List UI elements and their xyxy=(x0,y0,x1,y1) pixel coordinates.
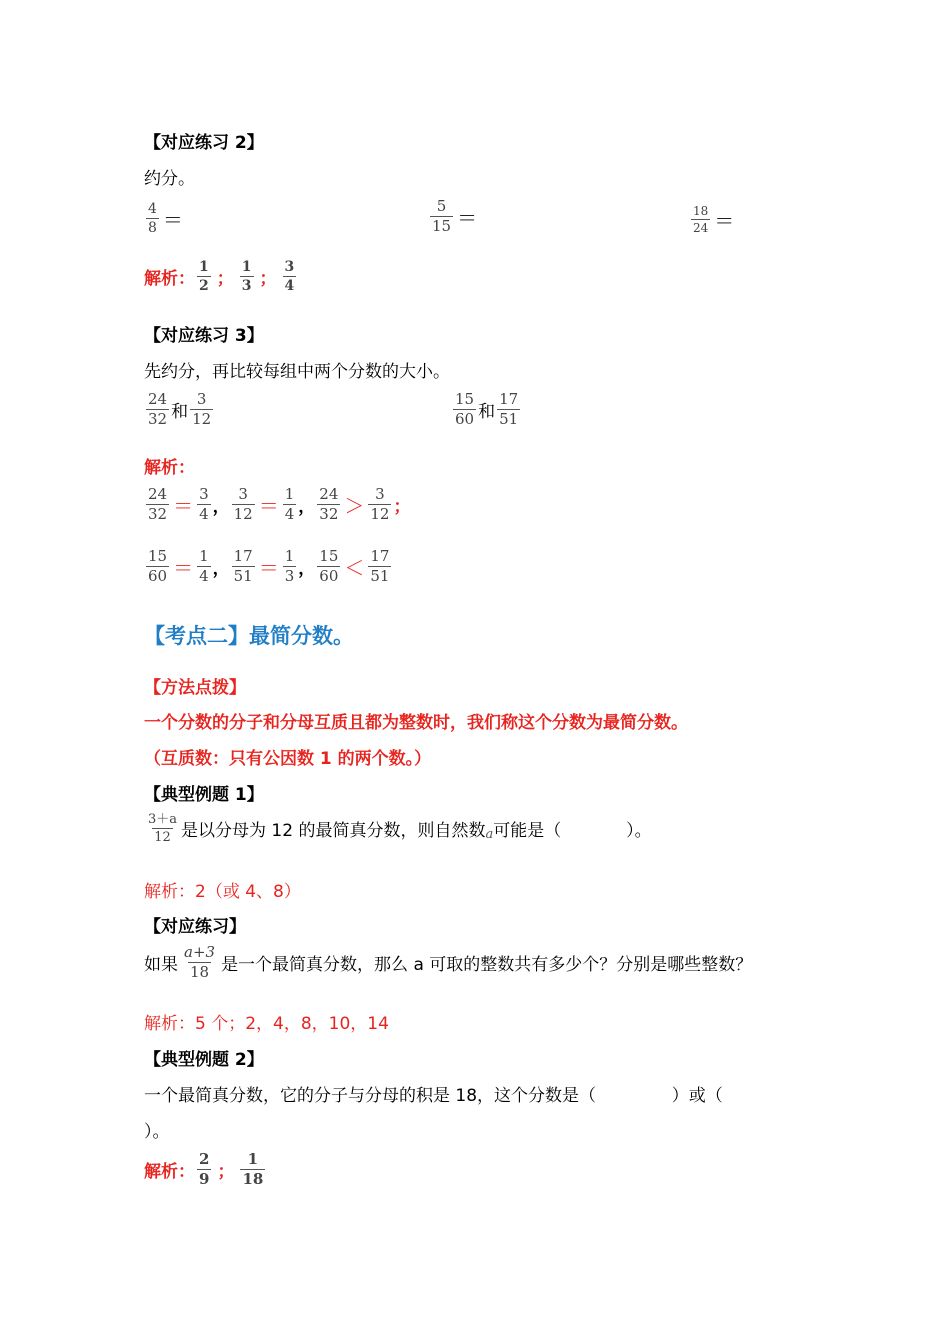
practice3-answer-row-1: $\frac{24}{32}$ ＝ $\frac{3}{4}$ ， $\frac{3}{12}$ ＝ $\frac{1}{4}$ ， $\frac{24}{32}$ ＞ $\frac{3}{12}$ ； xyxy=(148,485,411,523)
practice2-answer: 解析： $\frac{1}{2}$ ； $\frac{1}{3}$ ； $\frac{3}{4}$ xyxy=(144,259,295,294)
practice3-pair-1: $\frac{24}{32}$ 和 $\frac{3}{12}$ xyxy=(148,390,212,428)
example2-answer: 解析： $\frac{2}{9}$ ； $\frac{1}{18}$ xyxy=(144,1150,264,1188)
practice-answer: 解析：5 个；2，4，8，10，14 xyxy=(144,1014,389,1034)
practice3-heading: 【对应练习 3】 xyxy=(144,326,264,346)
practice2-problem-2: $\frac{5}{15}$ ＝ xyxy=(432,197,478,235)
practice3-pair-2: $\frac{15}{60}$ 和 $\frac{17}{51}$ xyxy=(455,390,519,428)
example1-heading: 【典型例题 1】 xyxy=(144,785,264,805)
practice2-problem-3: $\frac{18}{24}$ ＝ xyxy=(693,204,735,235)
practice-question: 如果 $\frac{a+3}{18}$ 是一个最简真分数，那么 a 可取的整数共有多少个？分别是哪些整数？ xyxy=(144,943,753,981)
practice-heading: 【对应练习】 xyxy=(144,917,246,937)
method-line-2: （互质数：只有公因数 1 的两个数。） xyxy=(144,749,432,769)
topic2-title: 【考点二】最简分数。 xyxy=(144,624,354,648)
practice2-problem-1: $\frac{4}{8}$ ＝ xyxy=(148,201,183,236)
example1-answer: 解析：2（或 4、8） xyxy=(144,882,301,902)
practice2-heading: 【对应练习 2】 xyxy=(144,133,264,153)
example1-question: $\frac{3+a}{12}$ 是以分母为 12 的最简真分数，则自然数 a 可能是（ ）。 xyxy=(148,812,652,845)
method-line-1: 一个分数的分子和分母互质且都为整数时，我们称这个分数为最简分数。 xyxy=(144,713,688,733)
practice3-answer-label: 解析： xyxy=(144,458,195,478)
method-heading: 【方法点拨】 xyxy=(144,678,246,698)
practice2-instruction: 约分。 xyxy=(144,169,195,189)
practice3-answer-row-2: $\frac{15}{60}$ ＝ $\frac{1}{4}$ ， $\frac{17}{51}$ ＝ $\frac{1}{3}$ ， $\frac{15}{60}$ ＜ $\frac{17}{51}$ xyxy=(148,547,390,585)
example2-question-line-2: ）。 xyxy=(144,1122,170,1142)
example2-question-line-1: 一个最简真分数，它的分子与分母的积是 18，这个分数是（ ）或（ xyxy=(144,1086,723,1106)
example2-heading: 【典型例题 2】 xyxy=(144,1050,264,1070)
practice3-instruction: 先约分，再比较每组中两个分数的大小。 xyxy=(144,362,450,382)
